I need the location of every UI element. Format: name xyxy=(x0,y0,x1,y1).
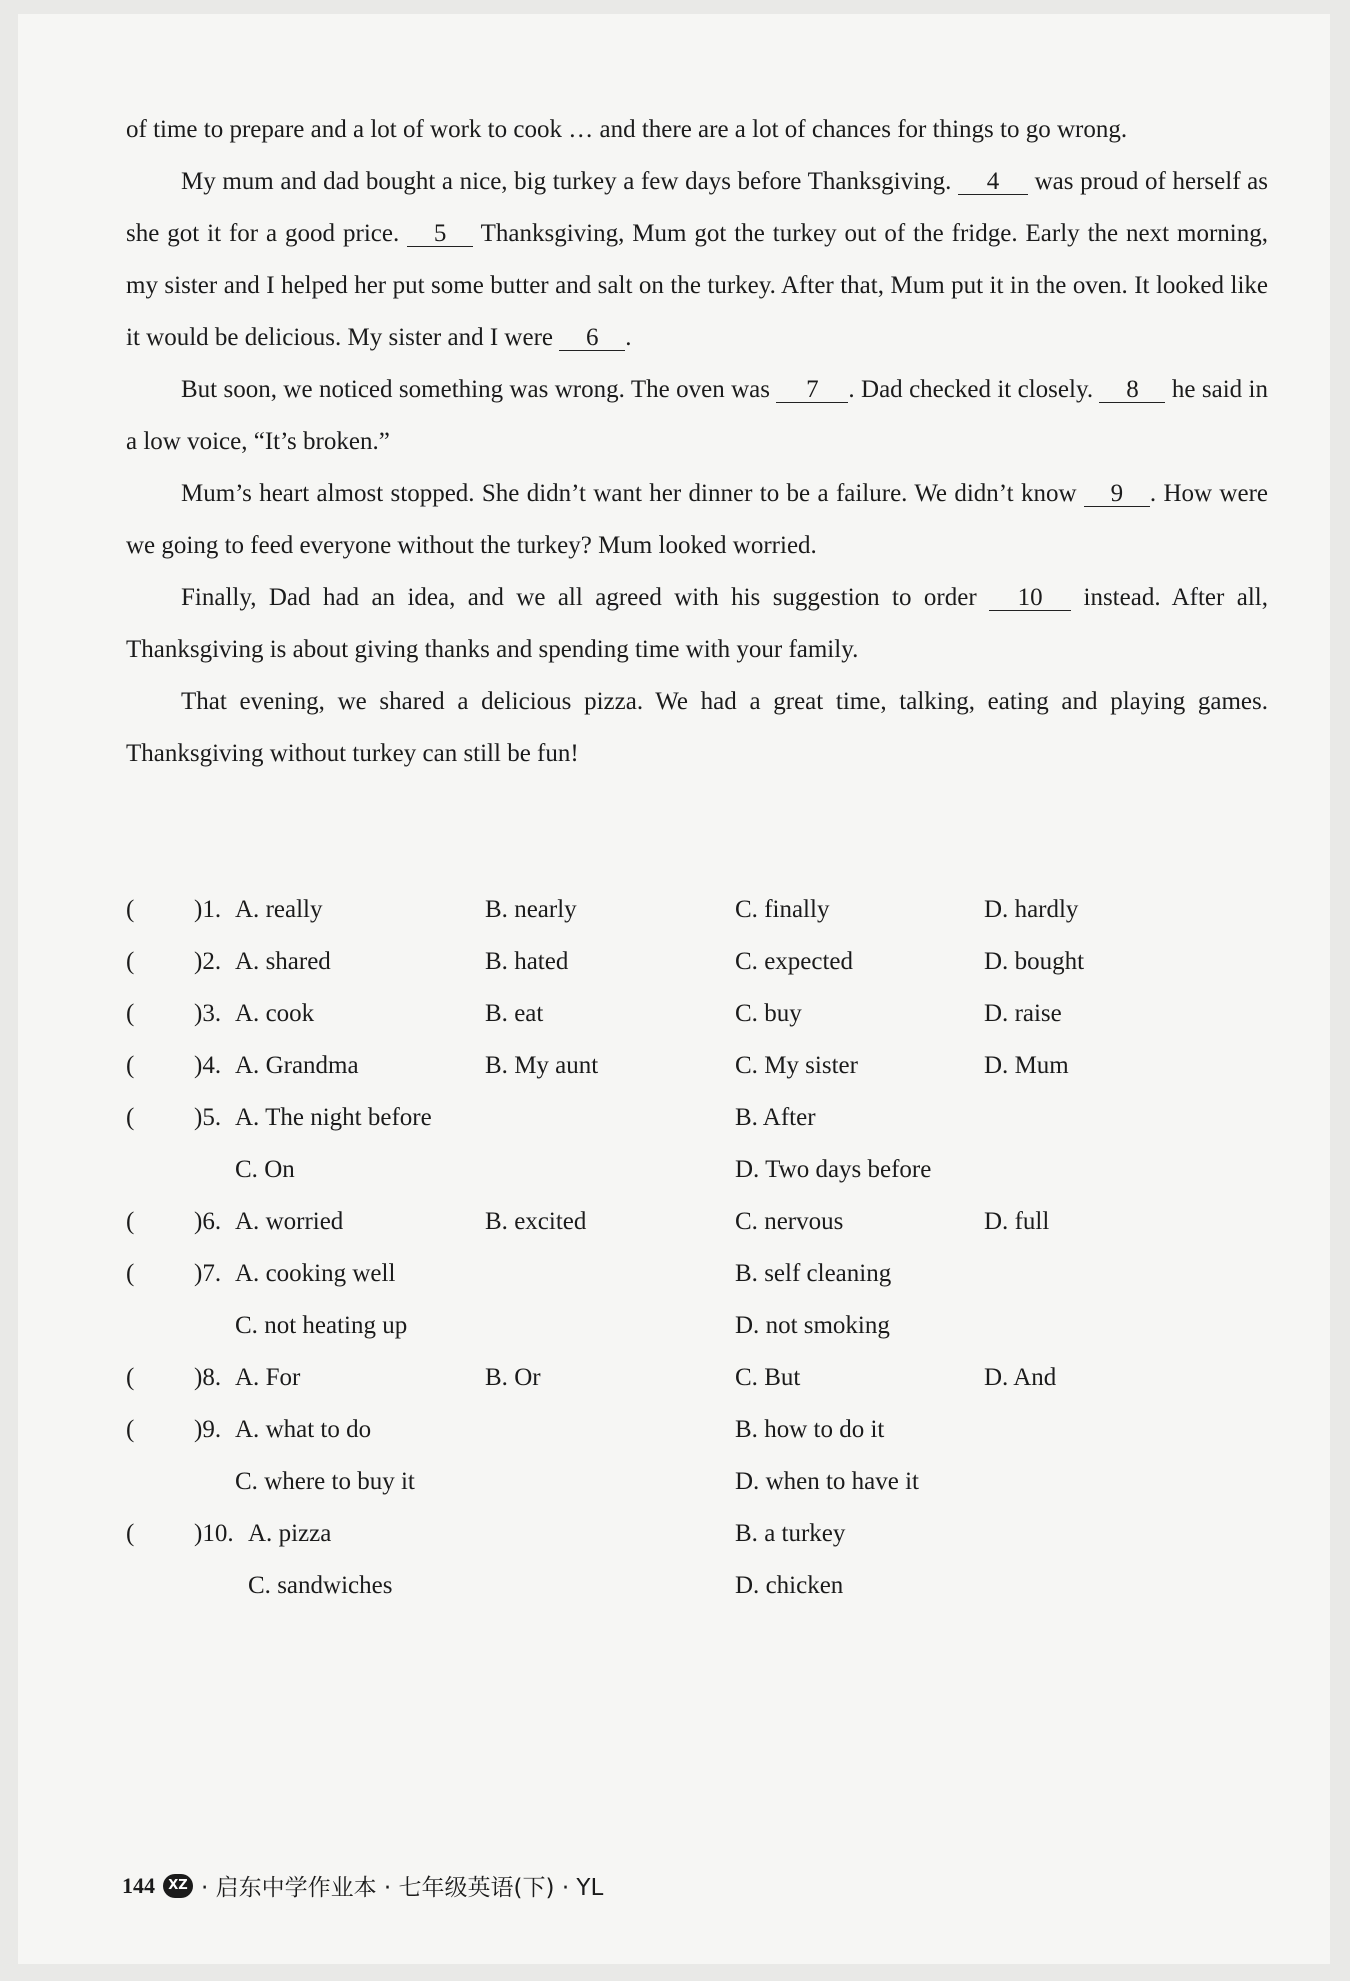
answer-paren[interactable]: ( xyxy=(126,1052,135,1079)
book-title: · 启东中学作业本 · 七年级英语(下) · YL xyxy=(201,1875,604,1901)
paragraph-4: Finally, Dad had an idea, and we all agreed with his suggestion to order 10 instead. After all, Thanksgiving is about giving thanks and spending time with your family. xyxy=(126,584,1268,663)
question-row-continued xyxy=(126,1144,1268,1196)
question-row: ( )5. A. The night before B. After xyxy=(126,1092,1268,1144)
question-number: 10 xyxy=(202,1520,228,1547)
option-b: B. My aunt xyxy=(485,1052,599,1079)
answer-paren[interactable]: ( xyxy=(126,948,135,975)
option-a: A. worried xyxy=(235,1208,344,1235)
question-number: 5 xyxy=(202,1104,215,1131)
answer-options xyxy=(126,884,1268,1612)
option-c: C. But xyxy=(735,1364,801,1391)
option-d: D. And xyxy=(984,1364,1057,1391)
question-number: 2 xyxy=(202,948,215,975)
question-row: ( )7. A. cooking well B. self cleaning xyxy=(126,1248,1268,1300)
option-b: B. how to do it xyxy=(735,1416,885,1443)
question-number: 7 xyxy=(202,1260,215,1287)
option-b: B. Or xyxy=(485,1364,541,1391)
option-c: C. finally xyxy=(735,896,830,923)
answer-paren[interactable]: ( xyxy=(126,896,135,923)
option-d: D. not smoking xyxy=(735,1312,890,1339)
question-row: ( )3. A. cook B. eat C. buy D. raise xyxy=(126,988,1268,1040)
option-c: C. where to buy it xyxy=(235,1468,415,1495)
option-a: A. what to do xyxy=(235,1416,372,1443)
blank-4: 4 xyxy=(958,170,1028,195)
question-row-continued xyxy=(126,1300,1268,1352)
workbook-page xyxy=(18,14,1330,1964)
question-row: ( )2. A. shared B. hated C. expected D. bought xyxy=(126,936,1268,988)
question-row: ( )4. A. Grandma B. My aunt C. My sister D. Mum xyxy=(126,1040,1268,1092)
question-number: 4 xyxy=(202,1052,215,1079)
answer-paren[interactable]: ( xyxy=(126,1520,135,1547)
option-b: B. excited xyxy=(485,1208,587,1235)
option-b: B. a turkey xyxy=(735,1520,846,1547)
option-d: D. full xyxy=(984,1208,1050,1235)
paragraph-0: of time to prepare and a lot of work to cook … and there are a lot of chances for things to go wrong. xyxy=(126,116,1128,143)
blank-5: 5 xyxy=(407,222,473,247)
blank-7: 7 xyxy=(776,378,848,403)
option-d: D. when to have it xyxy=(735,1468,919,1495)
option-d: D. hardly xyxy=(984,896,1079,923)
option-b: B. After xyxy=(735,1104,816,1131)
publisher-logo-icon: XZ xyxy=(163,1874,193,1898)
option-a: A. The night before xyxy=(235,1104,432,1131)
answer-paren[interactable]: ( xyxy=(126,1208,135,1235)
option-a: A. shared xyxy=(235,948,331,975)
option-c: C. On xyxy=(235,1156,295,1183)
blank-9: 9 xyxy=(1084,482,1150,507)
option-c: C. nervous xyxy=(735,1208,844,1235)
question-row: ( )8. A. For B. Or C. But D. And xyxy=(126,1352,1268,1404)
paragraph-3: Mum’s heart almost stopped. She didn’t want her dinner to be a failure. We didn’t know 9 . How were we going to feed everyone without the turkey? Mum looked worried. xyxy=(126,480,1268,559)
answer-paren[interactable]: ( xyxy=(126,1416,135,1443)
option-a: A. cook xyxy=(235,1000,315,1027)
question-number: 8 xyxy=(202,1364,215,1391)
option-d: D. Two days before xyxy=(735,1156,932,1183)
option-d: D. bought xyxy=(984,948,1085,975)
paragraph-5: That evening, we shared a delicious pizza. We had a great time, talking, eating and playing games. Thanksgiving without turkey can still be fun! xyxy=(126,688,1268,767)
blank-6: 6 xyxy=(559,326,625,351)
question-number: 1 xyxy=(202,896,215,923)
page-number: 144 xyxy=(122,1872,155,1898)
option-d: D. Mum xyxy=(984,1052,1069,1079)
question-row: ( )1. A. really B. nearly C. finally D. hardly xyxy=(126,884,1268,936)
option-b: B. self cleaning xyxy=(735,1260,892,1287)
option-b: B. hated xyxy=(485,948,569,975)
option-b: B. eat xyxy=(485,1000,544,1027)
option-d: D. chicken xyxy=(735,1572,844,1599)
question-row: ( )10. A. pizza B. a turkey xyxy=(126,1508,1268,1560)
option-a: A. really xyxy=(235,896,323,923)
option-b: B. nearly xyxy=(485,896,577,923)
option-c: C. My sister xyxy=(735,1052,858,1079)
option-d: D. raise xyxy=(984,1000,1062,1027)
option-c: C. sandwiches xyxy=(248,1572,393,1599)
paragraph-1: My mum and dad bought a nice, big turkey a few days before Thanksgiving. 4 was proud of herself as she got it for a good price. 5 Thanksgiving, Mum got the turkey out of the fridge. Early the next morning, my sister and I helped her put some butter and salt on the turkey. After that, Mum put it in the oven. It looked like it would be delicious. My sister and I were 6 . xyxy=(126,168,1268,351)
option-a: A. cooking well xyxy=(235,1260,396,1287)
blank-8: 8 xyxy=(1099,378,1165,403)
answer-paren[interactable]: ( xyxy=(126,1260,135,1287)
question-row: ( )9. A. what to do B. how to do it xyxy=(126,1404,1268,1456)
option-a: A. For xyxy=(235,1364,301,1391)
reading-passage xyxy=(126,104,1268,780)
question-row: ( )6. A. worried B. excited C. nervous D. full xyxy=(126,1196,1268,1248)
option-a: A. pizza xyxy=(248,1520,332,1547)
option-c: C. buy xyxy=(735,1000,802,1027)
answer-paren[interactable]: ( xyxy=(126,1000,135,1027)
blank-10: 10 xyxy=(989,586,1071,611)
answer-paren[interactable]: ( xyxy=(126,1364,135,1391)
option-c: C. expected xyxy=(735,948,854,975)
question-number: 3 xyxy=(202,1000,215,1027)
paragraph-2: But soon, we noticed something was wrong. The oven was 7 . Dad checked it closely. 8 he said in a low voice, “It’s broken.” xyxy=(126,376,1268,455)
question-number: 9 xyxy=(202,1416,215,1443)
question-row-continued xyxy=(126,1560,1268,1612)
question-row-continued xyxy=(126,1456,1268,1508)
option-a: A. Grandma xyxy=(235,1052,359,1079)
option-c: C. not heating up xyxy=(235,1312,408,1339)
answer-paren[interactable]: ( xyxy=(126,1104,135,1131)
page-footer xyxy=(122,1869,603,1902)
question-number: 6 xyxy=(202,1208,215,1235)
